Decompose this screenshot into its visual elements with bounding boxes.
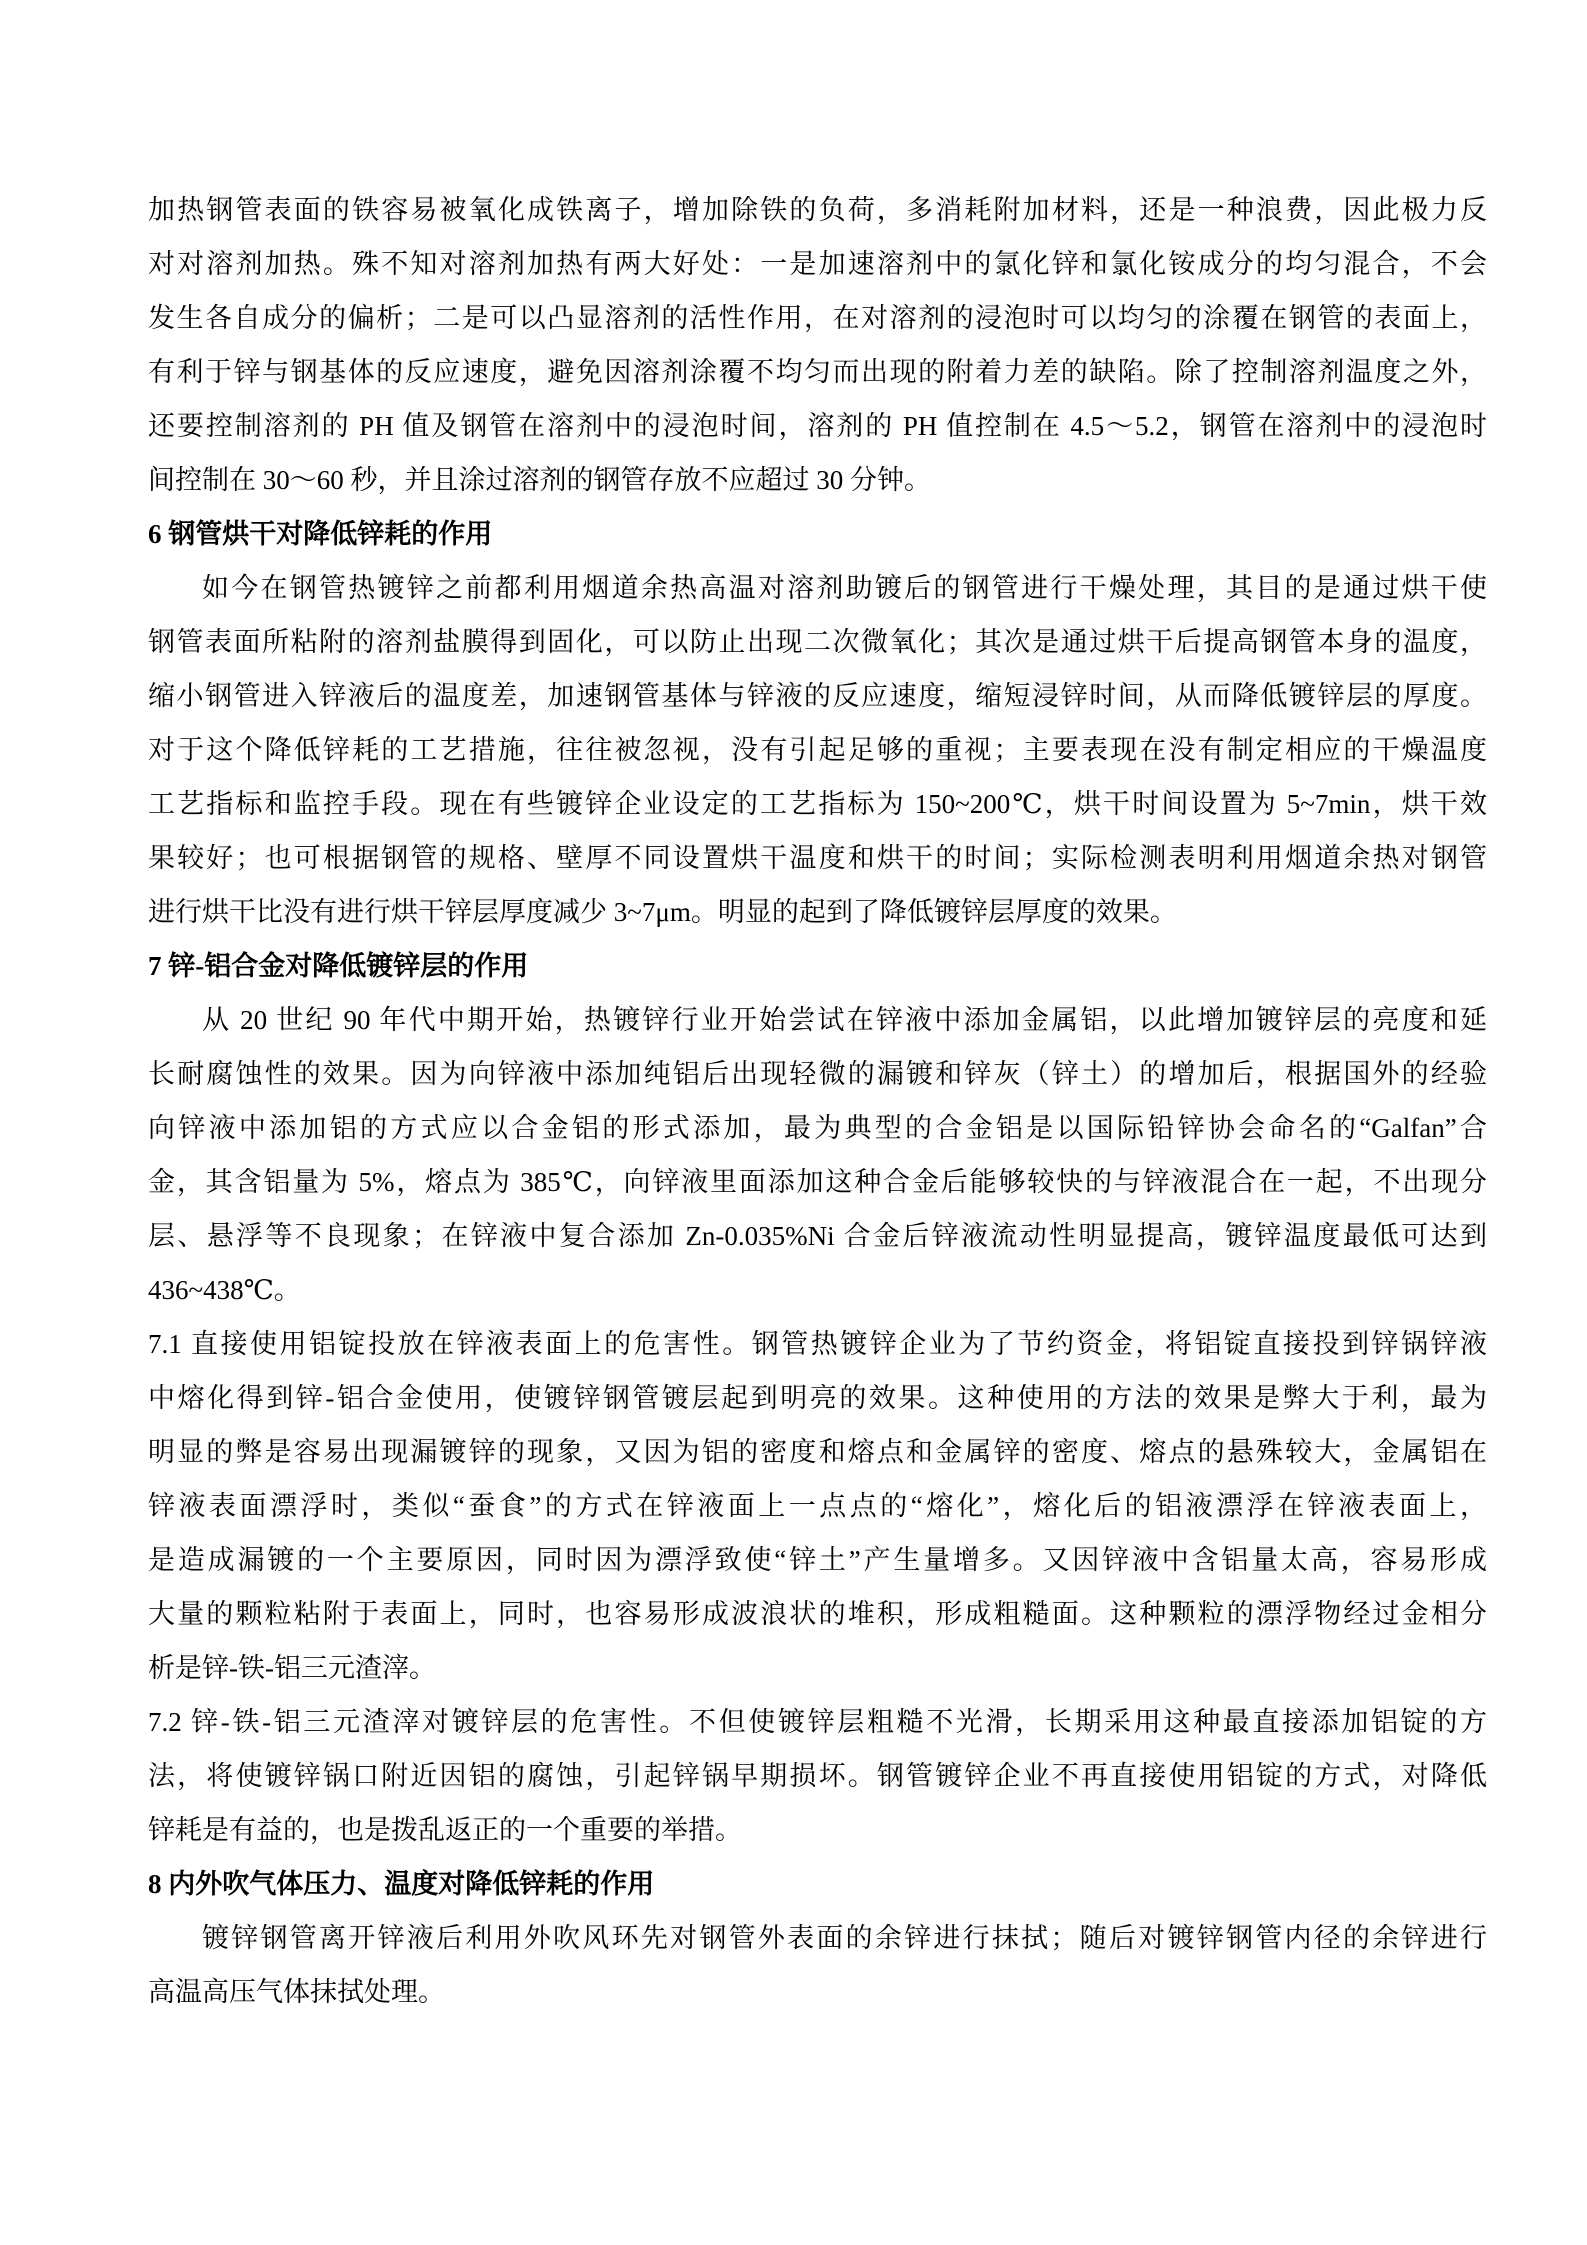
text-line: 加热钢管表面的铁容易被氧化成铁离子，增加除铁的负荷，多消耗附加材料，还是一种浪费，因此极力反 [148,195,1487,225]
text-line: 发生各自成分的偏析；二是可以凸显溶剂的活性作用，在对溶剂的浸泡时可以均匀的涂覆在钢管的表面上， [148,303,1487,333]
text-line: 长耐腐蚀性的效果。因为向锌液中添加纯铝后出现轻微的漏镀和锌灰（锌土）的增加后，根据国外的经验 [148,1059,1487,1089]
text-line: 高温高压气体抹拭处理。 [148,1977,445,2007]
text-line: 对于这个降低锌耗的工艺措施，往往被忽视，没有引起足够的重视；主要表现在没有制定相应的干燥温度 [148,735,1487,765]
text-line: 对对溶剂加热。殊不知对溶剂加热有两大好处：一是加速溶剂中的氯化锌和氯化铵成分的均匀混合，不会 [148,249,1487,279]
text-line: 进行烘干比没有进行烘干锌层厚度减少 3~7μm。明显的起到了降低镀锌层厚度的效果。 [148,897,1177,927]
text-line: 镀锌钢管离开锌液后利用外吹风环先对钢管外表面的余锌进行抹拭；随后对镀锌钢管内径的余锌进行 [202,1923,1487,1953]
text-line: 果较好；也可根据钢管的规格、壁厚不同设置烘干温度和烘干的时间；实际检测表明利用烟道余热对钢管 [148,843,1487,873]
text-line: 中熔化得到锌-铝合金使用，使镀锌钢管镀层起到明亮的效果。这种使用的方法的效果是弊大于利，最为 [148,1383,1487,1413]
text-line: 有利于锌与钢基体的反应速度，避免因溶剂涂覆不均匀而出现的附着力差的缺陷。除了控制溶剂温度之外， [148,357,1487,387]
text-line: 锌耗是有益的，也是拨乱返正的一个重要的举措。 [148,1815,742,1845]
text-line: 工艺指标和监控手段。现在有些镀锌企业设定的工艺指标为 150~200℃，烘干时间设置为 5~7min，烘干效 [148,789,1487,819]
text-line: 7.2 锌-铁-铝三元渣滓对镀锌层的危害性。不但使镀锌层粗糙不光滑，长期采用这种最直接添加铝锭的方 [148,1707,1487,1737]
text-line: 锌液表面漂浮时，类似“蚕食”的方式在锌液面上一点点的“熔化”，熔化后的铝液漂浮在锌液表面上， [148,1491,1487,1521]
text-line: 从 20 世纪 90 年代中期开始，热镀锌行业开始尝试在锌液中添加金属铝，以此增加镀锌层的亮度和延 [202,1005,1487,1035]
text-line: 是造成漏镀的一个主要原因，同时因为漂浮致使“锌土”产生量增多。又因锌液中含铝量太高，容易形成 [148,1545,1487,1575]
text-line: 法，将使镀锌锅口附近因铝的腐蚀，引起锌锅早期损坏。钢管镀锌企业不再直接使用铝锭的方式，对降低 [148,1761,1487,1791]
text-line: 缩小钢管进入锌液后的温度差，加速钢管基体与锌液的反应速度，缩短浸锌时间，从而降低镀锌层的厚度。 [148,681,1487,711]
text-line: 明显的弊是容易出现漏镀锌的现象，又因为铝的密度和熔点和金属锌的密度、熔点的悬殊较大，金属铝在 [148,1437,1487,1467]
text-line: 如今在钢管热镀锌之前都利用烟道余热高温对溶剂助镀后的钢管进行干燥处理，其目的是通过烘干使 [202,573,1487,603]
text-line: 金，其含铝量为 5%，熔点为 385℃，向锌液里面添加这种合金后能够较快的与锌液混合在一起，不出现分 [148,1167,1487,1197]
section-heading: 7 锌-铝合金对降低镀锌层的作用 [148,951,529,981]
text-line: 7.1 直接使用铝锭投放在锌液表面上的危害性。钢管热镀锌企业为了节约资金，将铝锭直接投到锌锅锌液 [148,1329,1487,1359]
text-line: 大量的颗粒粘附于表面上，同时，也容易形成波浪状的堆积，形成粗糙面。这种颗粒的漂浮物经过金相分 [148,1599,1487,1629]
text-line: 向锌液中添加铝的方式应以合金铝的形式添加，最为典型的合金铝是以国际铅锌协会命名的“Galfan”合 [148,1113,1487,1143]
text-line: 层、悬浮等不良现象；在锌液中复合添加 Zn-0.035%Ni 合金后锌液流动性明显提高，镀锌温度最低可达到 [148,1221,1487,1251]
text-line: 析是锌-铁-铝三元渣滓。 [148,1653,436,1683]
text-line: 间控制在 30～60 秒，并且涂过溶剂的钢管存放不应超过 30 分钟。 [148,465,931,495]
text-line: 436~438℃。 [148,1275,301,1305]
section-heading: 6 钢管烘干对降低锌耗的作用 [148,519,493,549]
text-line: 还要控制溶剂的 PH 值及钢管在溶剂中的浸泡时间，溶剂的 PH 值控制在 4.5～5.2，钢管在溶剂中的浸泡时 [148,411,1487,441]
text-line: 钢管表面所粘附的溶剂盐膜得到固化，可以防止出现二次微氧化；其次是通过烘干后提高钢管本身的温度， [148,627,1487,657]
section-heading: 8 内外吹气体压力、温度对降低锌耗的作用 [148,1869,655,1899]
